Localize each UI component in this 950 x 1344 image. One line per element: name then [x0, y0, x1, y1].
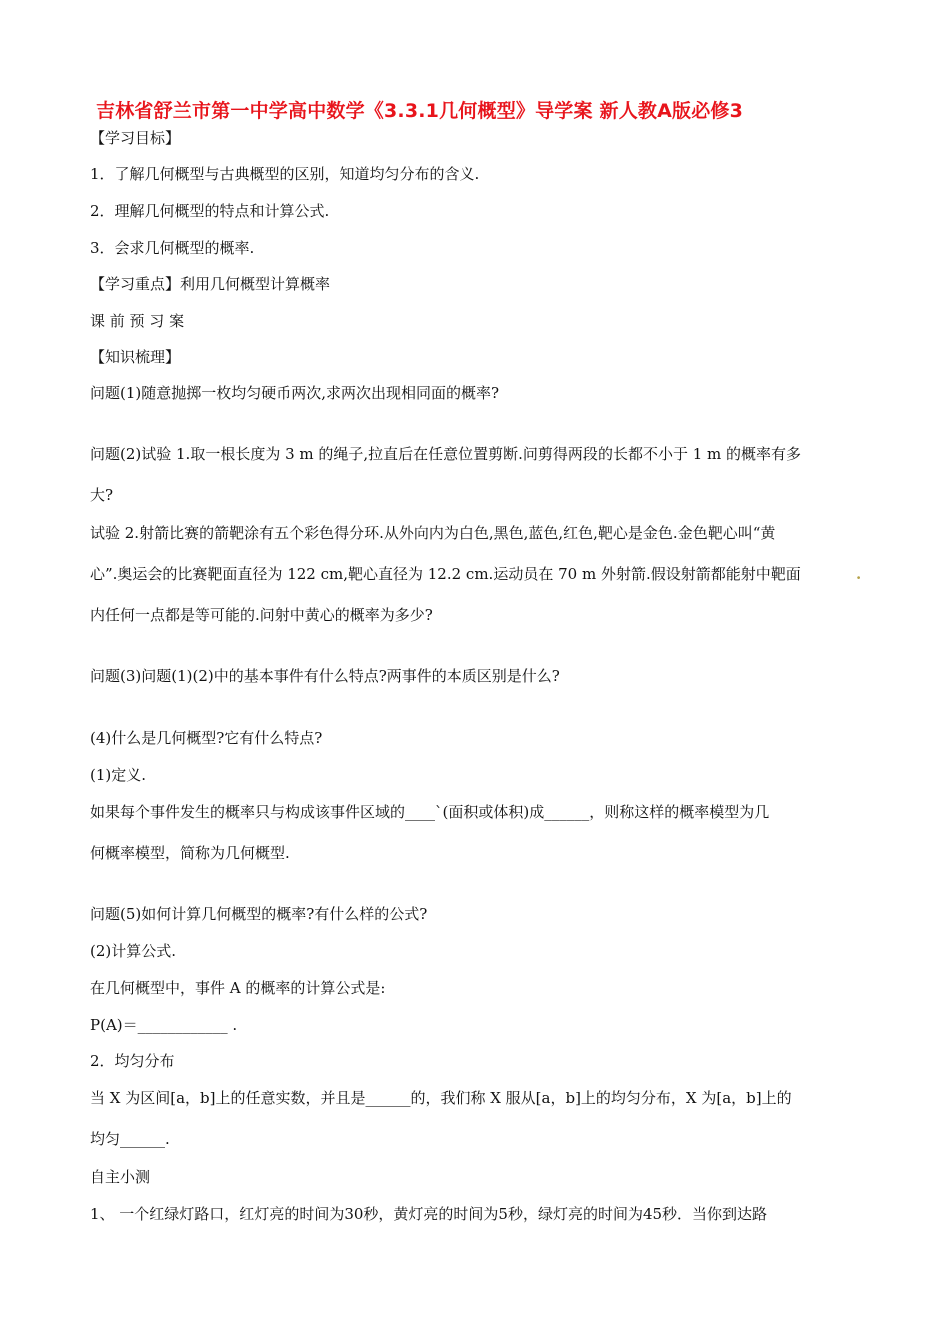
yellow-dot-mark: .	[856, 565, 862, 583]
formula-blank: P(A)＝____________ .	[90, 1016, 238, 1034]
formula-intro: 在几何概型中，事件 A 的概率的计算公式是:	[90, 979, 386, 997]
question-2-line-2: 大?	[90, 486, 114, 504]
experiment-2-line-3: 内任何一点都是等可能的.问射中黄心的概率为多少?	[90, 606, 433, 624]
question-1: 问题(1)随意抛掷一枚均匀硬币两次,求两次出现相同面的概率?	[90, 384, 500, 402]
uniform-distribution-line-2: 均匀______.	[90, 1130, 170, 1148]
goal-item-3: 3．会求几何概型的概率.	[90, 239, 255, 257]
question-4: (4)什么是几何概型?它有什么特点?	[90, 729, 323, 747]
section-heading-knowledge: 【知识梳理】	[90, 348, 181, 366]
goal-item-2: 2．理解几何概型的特点和计算公式.	[90, 202, 330, 220]
question-5: 问题(5)如何计算几何概型的概率?有什么样的公式?	[90, 905, 428, 923]
uniform-distribution-heading: 2．均匀分布	[90, 1052, 175, 1070]
goal-item-1: 1．了解几何概型与古典概型的区别，知道均匀分布的含义.	[90, 165, 480, 183]
question-3: 问题(3)问题(1)(2)中的基本事件有什么特点?两事件的本质区别是什么?	[90, 667, 560, 685]
uniform-distribution-line-1: 当 X 为区间[a，b]上的任意实数，并且是______的，我们称 X 服从[a，b]上的均匀分布，X 为[a，b]上的	[90, 1089, 792, 1107]
definition-heading: (1)定义.	[90, 766, 147, 784]
experiment-2-line-1: 试验 2.射箭比赛的箭靶涂有五个彩色得分环.从外向内为白色,黑色,蓝色,红色,靶心是金色.金色靶心叫“黄	[90, 524, 776, 542]
section-heading-learning-goals: 【学习目标】	[90, 129, 181, 147]
document-title: 吉林省舒兰市第一中学高中数学《3.3.1几何概型》导学案 新人教A版必修3	[96, 100, 744, 122]
formula-heading: (2)计算公式.	[90, 942, 177, 960]
section-heading-preview: 课 前 预 习 案	[90, 312, 185, 330]
learning-focus: 【学习重点】利用几何概型计算概率	[90, 275, 331, 293]
experiment-2-line-2: 心”.奥运会的比赛靶面直径为 122 cm,靶心直径为 12.2 cm.运动员在 70 m 外射箭.假设射箭都能射中靶面	[90, 565, 801, 583]
self-test-heading: 自主小测	[90, 1168, 151, 1186]
definition-line-1: 如果每个事件发生的概率只与构成该事件区域的____`(面积或体积)成______，则称这样的概率模型为几	[90, 803, 770, 821]
definition-line-2: 何概率模型，简称为几何概型.	[90, 844, 290, 862]
self-test-question-1: 1、 一个红绿灯路口，红灯亮的时间为30秒，黄灯亮的时间为5秒，绿灯亮的时间为45秒．当你到达路	[90, 1205, 768, 1223]
question-2-line-1: 问题(2)试验 1.取一根长度为 3 m 的绳子,拉直后在任意位置剪断.问剪得两段的长都不小于 1 m 的概率有多	[90, 445, 802, 463]
